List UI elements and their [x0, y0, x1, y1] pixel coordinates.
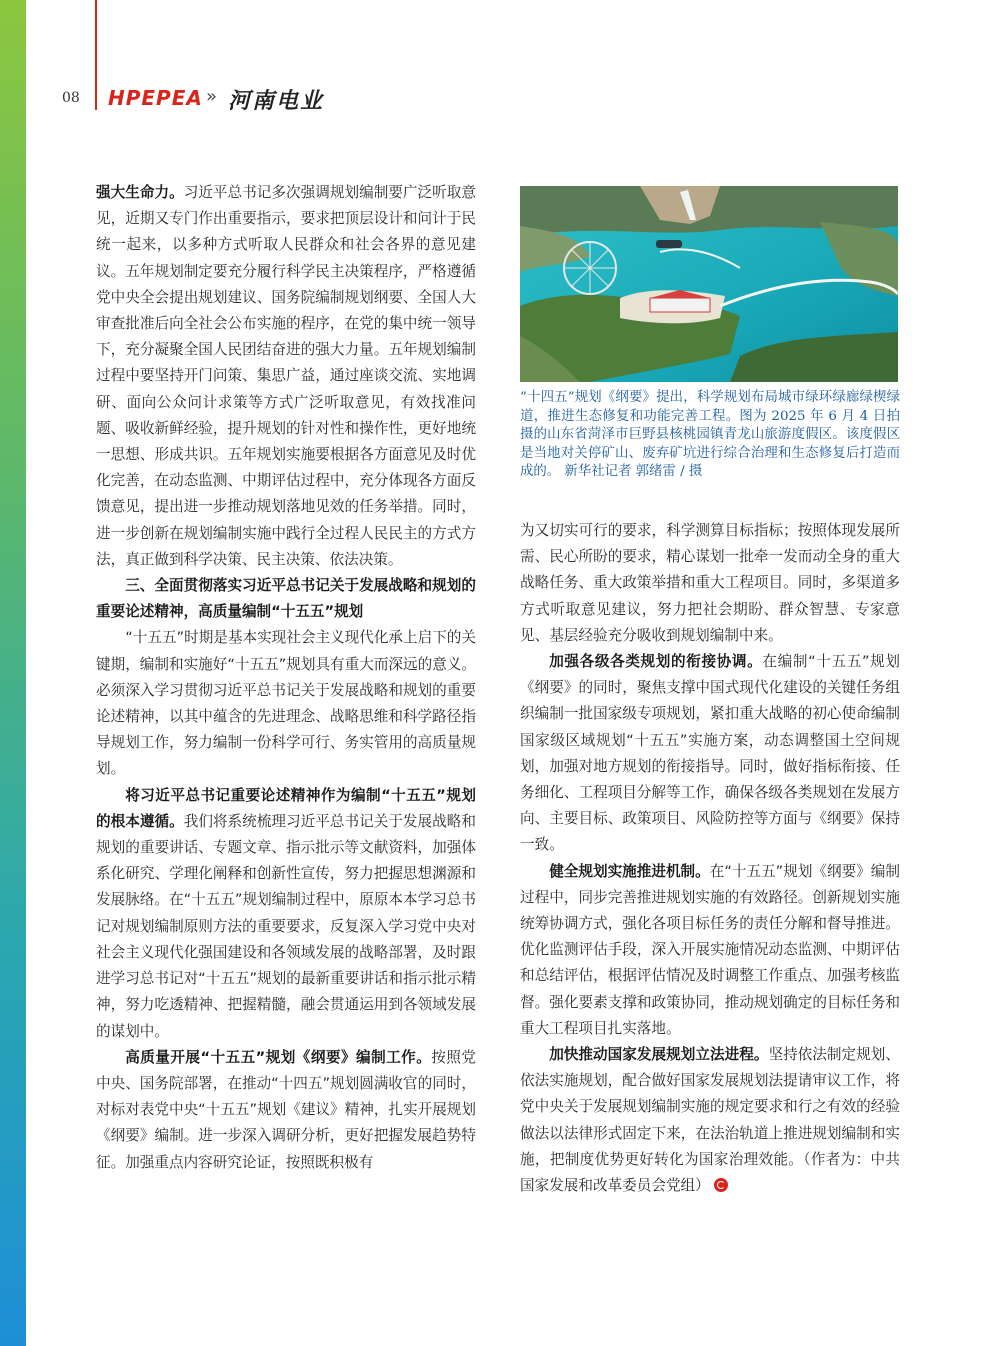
paragraph-text: 我们将系统梳理习近平总书记关于发展战略和规划的重要讲话、专题文章、指示批示等文献资料，加强体系化研究、学理化阐释和创新性宣传，努力把握思想渊源和发展脉络。在“十五五”规划编制过程中，原原本本学习总书记对规划编制原则方法的重要要求，反复深入学习党中央对社会主义现代化强国建设和各领域发展的战略部署，及时跟进学习总书记对“十五五”规划的最新重要讲话和指示批示精神，努力吃透精神、把握精髓，融会贯通运用到各领域发展的谋划中。 [96, 812, 476, 1040]
end-mark-icon [714, 1178, 728, 1192]
paragraph-lead: 强大生命力。 [96, 184, 184, 201]
paragraph [520, 859, 900, 1042]
paragraph [520, 1042, 900, 1199]
photo-caption: “十四五”规划《纲要》提出，科学规划布局城市绿环绿廊绿楔绿道，推进生态修复和功能完善工程。图为 2025 年 6 月 4 日拍摄的山东省菏泽市巨野县核桃园镇青龙山旅游度假区。该度假区是当地对关停矿山、废弃矿坑进行综合治理和生态修复后打造而成的。 新华社记者 郭绪雷 / 摄 [520, 390, 900, 480]
paragraph-lead: 加快推动国家发展规划立法进程。 [549, 1046, 769, 1064]
paragraph-text: 在编制“十五五”规划《纲要》的同时，聚焦支撑中国式现代化建设的关键任务组织编制一批国家级专项规划，紧扣重大战略的初心使命编制国家级区域规划“十五五”实施方案，动态调整国土空间规划，加强对地方规划的衔接指导。同时，做好指标衔接、任务细化、工程项目分解等工作，确保各级各类规划在发展方向、主要目标、政策项目、风险防控等方面与《纲要》保持一致。 [520, 653, 900, 854]
paragraph: 为又切实可行的要求，科学测算目标指标；按照体现发展所需、民心所盼的要求，精心谋划一批牵一发而动全身的重大战略任务、重大政策举措和重大工程项目。同时，多渠道多方式听取意见建议，努力把社会期盼、群众智慧、专家意见、基层经验充分吸收到规划编制中来。 [520, 522, 900, 644]
page-number: 08 [62, 90, 80, 106]
paragraph-text: 按照党中央、国务院部署，在推动“十四五”规划圆满收官的同时，对标对表党中央“十五五”规划《建议》精神，扎实开展规划《纲要》编制。进一步深入调研分析，更好把握发展趋势特征。加强重点内容研究论证，按照既积极有 [96, 1048, 476, 1171]
paragraph [96, 180, 476, 573]
paragraph-lead: 高质量开展“十五五”规划《纲要》编制工作。 [125, 1048, 432, 1066]
magazine-logo-cn: 河南电业 [228, 89, 325, 114]
paragraph-text: 在“十五五”规划《纲要》编制过程中，同步完善推进规划实施的有效路径。创新规划实施统筹协调方式，强化各项目标任务的责任分解和督导推进。优化监测评估手段，深入开展实施情况动态监测、中期评估和总结评估，根据评估情况及时调整工作重点、加强考核监督。强化要素支撑和政策协同，推动规划确定的目标任务和重大工程项目扎实落地。 [520, 862, 900, 1037]
section-heading: 三、全面贯彻落实习近平总书记关于发展战略和规划的重要论述精神，高质量编制“十五五”规划 [96, 577, 476, 621]
side-color-bar [0, 0, 26, 1346]
paragraph-text: 坚持依法制定规划、依法实施规划，配合做好国家发展规划法提请审议工作，将党中央关于发展规划编制实施的规定要求和行之有效的经验做法以法律形式固定下来，在法治轨道上推进规划编制和实施，把制度优势更好转化为国家治理效能。（作者为：中共国家发展和改革委员会党组） [520, 1046, 900, 1195]
left-column [96, 180, 476, 1176]
paragraph [96, 1045, 476, 1176]
logo-separator: » [206, 86, 218, 107]
paragraph [520, 649, 900, 859]
paragraph-lead: 健全规划实施推进机制。 [549, 862, 710, 880]
header-divider [95, 0, 97, 110]
paragraph-text: 习近平总书记多次强调规划编制要广泛听取意见，近期又专门作出重要指示，要求把顶层设计和问计于民统一起来，以多种方式听取人民群众和社会各界的意见建议。五年规划制定要充分履行科学民主决策程序，严格遵循党中央全会提出规划建议、国务院编制规划纲要、全国人大审查批准后向全社会公布实施的程序，在党的集中统一领导下，充分凝聚全国人民团结奋进的强大力量。五年规划编制过程中要坚持开门问策、集思广益，通过座谈交流、实地调研、面向公众问计求策等方式广泛听取意见，有效找准问题、吸收新鲜经验，提升规划的针对性和操作性，更好地统一思想、形成共识。五年规划实施要根据各方面意见及时优化完善，在动态监测、中期评估过程中，充分体现各方面反馈意见，提出进一步推动规划落地见效的任务举措。同时，进一步创新在规划编制实施中践行全过程人民民主的方式方法，真正做到科学决策、民主决策、依法决策。 [96, 184, 476, 568]
paragraph-lead: 将习近平总书记重要论述精神作为编制“十五五”规划的根本遵循。 [96, 786, 476, 830]
paragraph [96, 783, 476, 1045]
paragraph-lead: 加强各级各类规划的衔接协调。 [549, 653, 763, 671]
paragraph: “十五五”时期是基本实现社会主义现代化承上启下的关键期，编制和实施好“十五五”规划具有重大而深远的意义。必须深入学习贯彻习近平总书记关于发展战略和规划的重要论述精神，以其中蕴含的先进理念、战略思维和科学路径指导规划工作，努力编制一份科学可行、务实管用的高质量规划。 [96, 629, 476, 778]
right-column [520, 518, 900, 1199]
magazine-logo-en: HPEPEA [108, 86, 203, 110]
landscape-photo [520, 186, 898, 382]
